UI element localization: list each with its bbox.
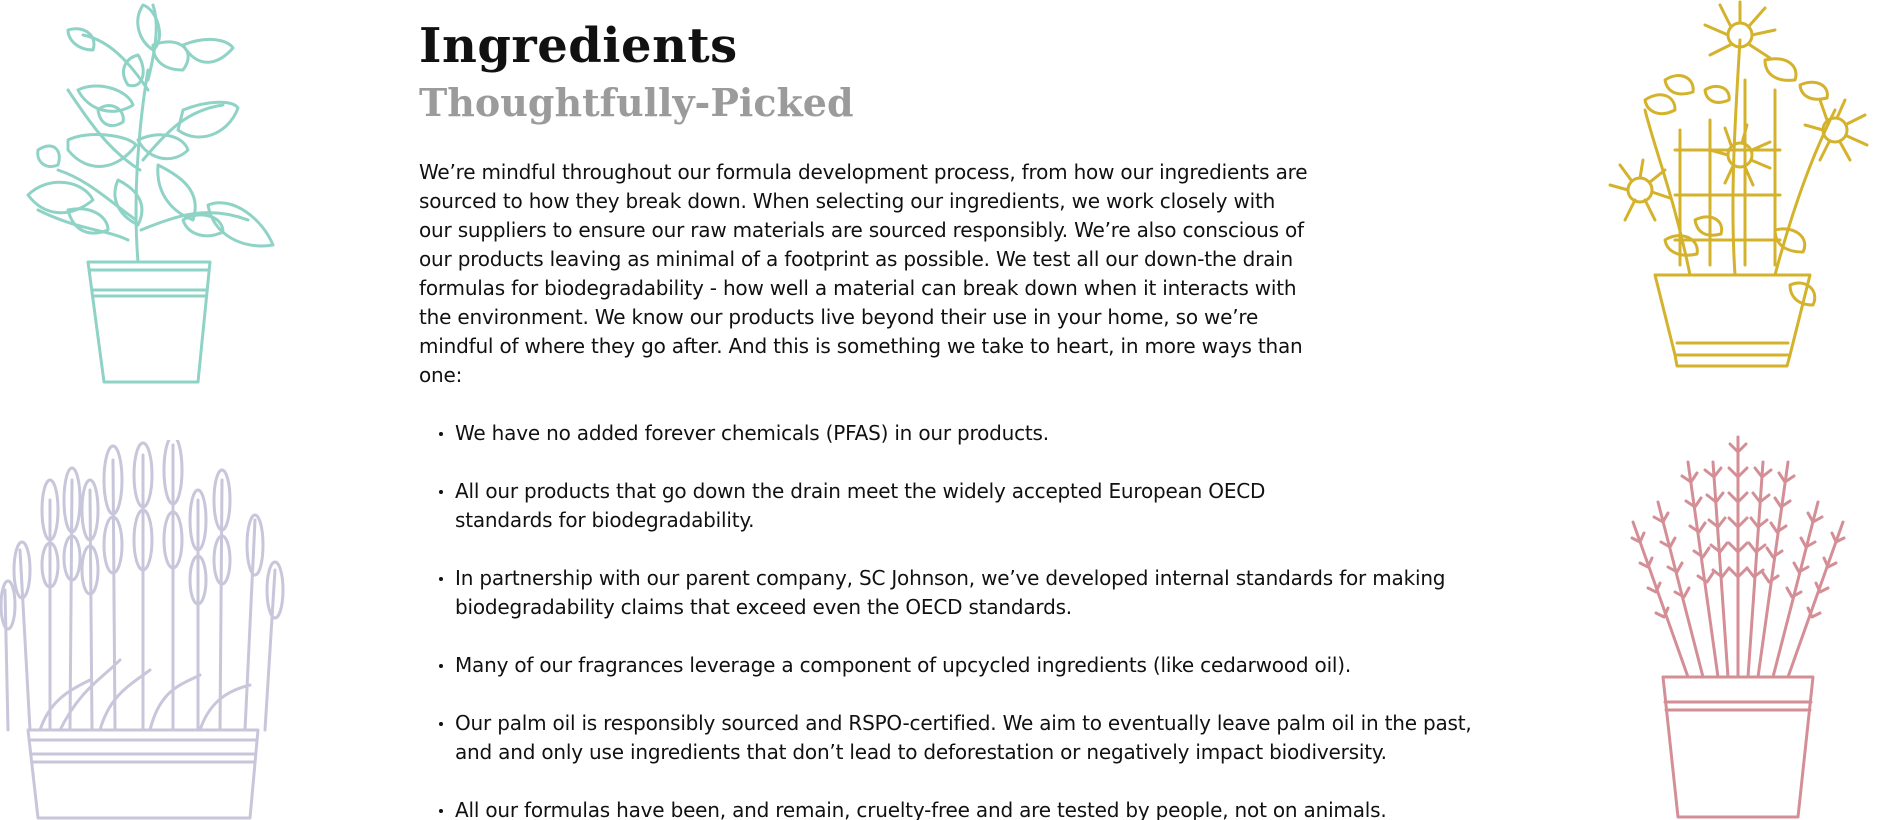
section-subtitle: Thoughtfully-Picked (419, 80, 854, 125)
gold-flowering-plant-illustration (1605, 0, 1870, 380)
list-item: All our formulas have been, and remain, cruelty-free and are tested by people, not on animals. (419, 796, 1479, 820)
list-item: Our palm oil is responsibly sourced and RSPO-certified. We aim to eventually leave palm oil in the past, and and only use ingredients that don’t lead to deforestation or negatively impact biodiversity. (419, 709, 1479, 767)
ingredients-section (419, 16, 1479, 820)
commitments-list (419, 419, 1479, 820)
list-item: In partnership with our parent company, SC Johnson, we’ve developed internal standards for making biodegradability claims that exceed even the OECD standards. (419, 564, 1479, 622)
intro-paragraph: We’re mindful throughout our formula development process, from how our ingredients are sourced to how they break down. When selecting our ingredients, we work closely with our suppliers to ensure our raw materials are sourced responsibly. We’re also conscious of our products leaving as minimal of a footprint as possible. We test all our down-the drain formulas for biodegradability - how well a material can break down when it interacts with the environment. We know our products live beyond their use in your home, so we’re mindful of where they go after. And this is something we take to heart, in more ways than one: (419, 160, 1308, 387)
teal-leafy-plant-illustration (8, 0, 278, 390)
section-title: Ingredients (419, 18, 738, 74)
list-item: All our products that go down the drain meet the widely accepted European OECD standards for biodegradability. (419, 477, 1299, 535)
lavender-plant-illustration (0, 440, 290, 820)
list-item: Many of our fragrances leverage a component of upcycled ingredients (like cedarwood oil). (419, 651, 1479, 680)
pink-fern-plant-illustration (1618, 432, 1858, 820)
list-item: We have no added forever chemicals (PFAS) in our products. (419, 419, 1479, 448)
